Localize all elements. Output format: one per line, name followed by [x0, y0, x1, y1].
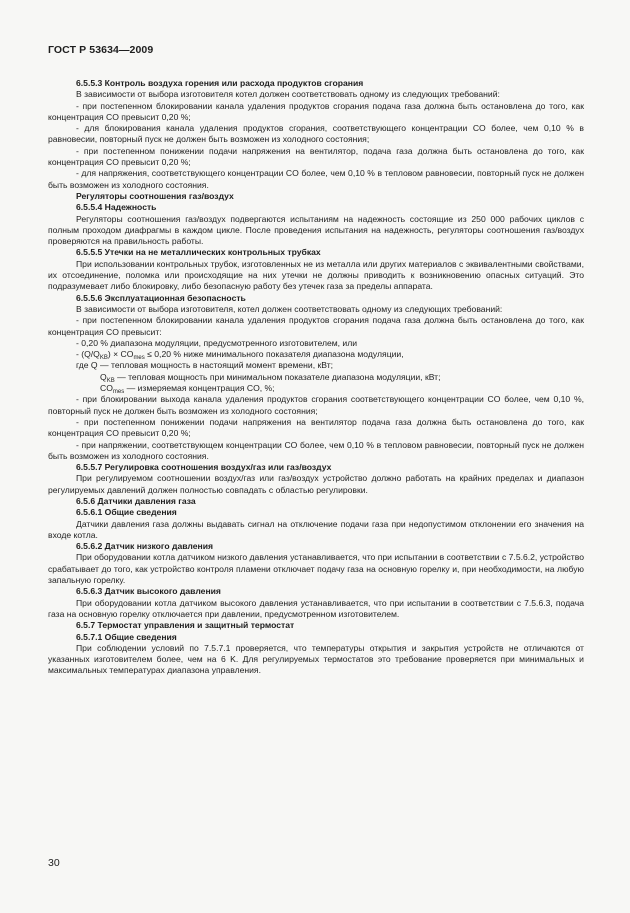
paragraph: - при постепенном блокировании канала удаления продуктов сгорания подача газа должна быть остановлена до того, как концентрация CO превысит 0,20 %;	[48, 100, 584, 122]
paragraph: Регуляторы соотношения газ/воздух подвергаются испытаниям на надежность состоящие из 250 000 рабочих циклов с полным проходом диафрагмы в каждом цикле. После проведения испытания на надежность, регуляторы соотношения газ/воздух проверяются на правильность работы.	[48, 213, 584, 247]
section-heading: 6.5.5.7 Регулировка соотношения воздух/газ или газ/воздух	[76, 462, 332, 473]
paragraph: где Q — тепловая мощность в настоящий момент времени, кВт;	[76, 360, 334, 371]
paragraph: - для напряжения, соответствующего концентрации CO более, чем 0,10 % в тепловом равновесии, повторный пуск не должен быть возможен из холодного состояния.	[48, 168, 584, 190]
section-heading: 6.5.7.1 Общие сведения	[76, 631, 177, 642]
formula-subscript: KB	[99, 355, 108, 362]
paragraph: В зависимости от выбора изготовителя котел должен соответствовать одному из следующих требований:	[76, 89, 500, 100]
paragraph: - при постепенном понижении подачи напряжения на вентилятор, подача газа должна быть остановлена до того, как концентрация CO превысит 0,20 %;	[48, 145, 584, 168]
section-heading: 6.5.6.1 Общие сведения	[76, 507, 177, 518]
formula-text: - (Q/Q	[76, 349, 100, 360]
section-heading: 6.5.7 Термостат управления и защитный термостат	[76, 620, 295, 631]
paragraph: - при постепенном блокировании канала удаления продуктов сгорания подача газа должна быть остановлена до того, как концентрация CO превысит:	[48, 315, 584, 337]
section-heading: 6.5.5.3 Контроль воздуха горения или расхода продуктов сгорания	[76, 78, 364, 88]
paragraph: При использовании контрольных трубок, изготовленных не из металла или других материалов с эквивалентными свойствами, их отсоединение, поломка или происходящие на них утечки не должны приводить к возникновению опасных ситуаций. Это подразумевает либо блокировку, либо безопасную работу без утечек газа за пределы аппарата.	[48, 258, 584, 292]
formula-definition	[48, 383, 584, 394]
paragraph: - при напряжении, соответствующем концентрации CO более, чем 0,10 % в тепловом равновесии, повторный пуск не должен быть возможен из холодного состояния.	[48, 439, 584, 461]
formula-definition	[48, 372, 584, 383]
formula-text: ) × CO	[107, 349, 134, 360]
section-heading: 6.5.5.5 Утечки на не металлических контрольных трубках	[76, 247, 321, 258]
formula-text: — измеряемая концентрация CO, %;	[124, 383, 275, 394]
formula-line	[48, 349, 584, 360]
formula-subscript: KB	[106, 377, 115, 384]
section-heading: 6.5.6.2 Датчик низкого давления	[76, 541, 214, 552]
document-header: ГОСТ Р 53634—2009	[48, 44, 154, 56]
formula-text: CO	[100, 383, 113, 394]
paragraph: - при блокировании выхода канала удаления продуктов сгорания соответствующего концентрации CO более, чем 0,10 %, повторный пуск не должен быть возможен из холодного состояния;	[48, 394, 584, 416]
paragraph: В зависимости от выбора изготовителя, котел должен соответствовать одному из следующих требований:	[76, 303, 503, 314]
document-body	[48, 78, 584, 677]
paragraph: - при постепенном понижении подачи напряжения на вентилятор подача газа должна быть остановлена до того, как концентрация CO превысит 0,20 %;	[48, 416, 584, 439]
formula-text: ≤ 0,20 % ниже минимального показателя диапазона модуляции,	[144, 349, 404, 360]
formula-subscript: mes	[133, 355, 145, 362]
section-heading: 6.5.5.4 Надежность	[76, 202, 157, 213]
paragraph: - 0,20 % диапазона модуляции, предусмотренного изготовителем, или	[76, 337, 358, 348]
paragraph: Датчики давления газа должны выдавать сигнал на отключение подачи газа при недопустимом отклонении его значения на входе котла.	[48, 518, 584, 540]
section-heading: 6.5.6 Датчики давления газа	[76, 495, 196, 506]
paragraph: При оборудовании котла датчиком низкого давления устанавливается, что при испытании в соответствии с 7.5.6.2, устройство срабатывает до того, как устройство контроля пламени отключает подачу газа на основную горелку и, при необходимости, на любую запальную горелку.	[48, 552, 584, 586]
formula-subscript: mes	[112, 389, 125, 396]
paragraph: При регулируемом соотношении воздух/газ или газ/воздух устройство должно работать на крайних пределах и диапазон регулируемых давлений должен полностью совпадать с областью регулировки.	[48, 473, 584, 495]
section-heading: Регуляторы соотношения газ/воздух	[76, 190, 234, 201]
paragraph: При соблюдении условий по 7.5.7.1 проверяется, что температуры открытия и закрытия устройств не отличаются от указанных изготовителем более, чем на 6 K. Для регулируемых термостатов это требование проверяется при минимальных и максимальных температурах диапазона управления.	[48, 642, 584, 676]
paragraph: При оборудовании котла датчиком высокого давления устанавливается, что при испытании в соответствии с 7.5.6.3, подача газа на основную горелку отключается при давлении, предусмотренном изготовителем.	[48, 597, 584, 619]
section-heading: 6.5.6.3 Датчик высокого давления	[76, 586, 221, 597]
section-heading: 6.5.5.6 Эксплуатационная безопасность	[76, 292, 246, 303]
paragraph: - для блокирования канала удаления продуктов сгорания, соответствующего концентрации CO более, чем 0,10 % в равновесии, повторный пуск не должен быть возможен из холодного состояния;	[48, 123, 584, 145]
page-number: 30	[48, 857, 60, 869]
formula-text: Q	[100, 371, 107, 382]
formula-text: — тепловая мощность при минимальном показателе диапазона модуляции, кВт;	[114, 371, 441, 382]
